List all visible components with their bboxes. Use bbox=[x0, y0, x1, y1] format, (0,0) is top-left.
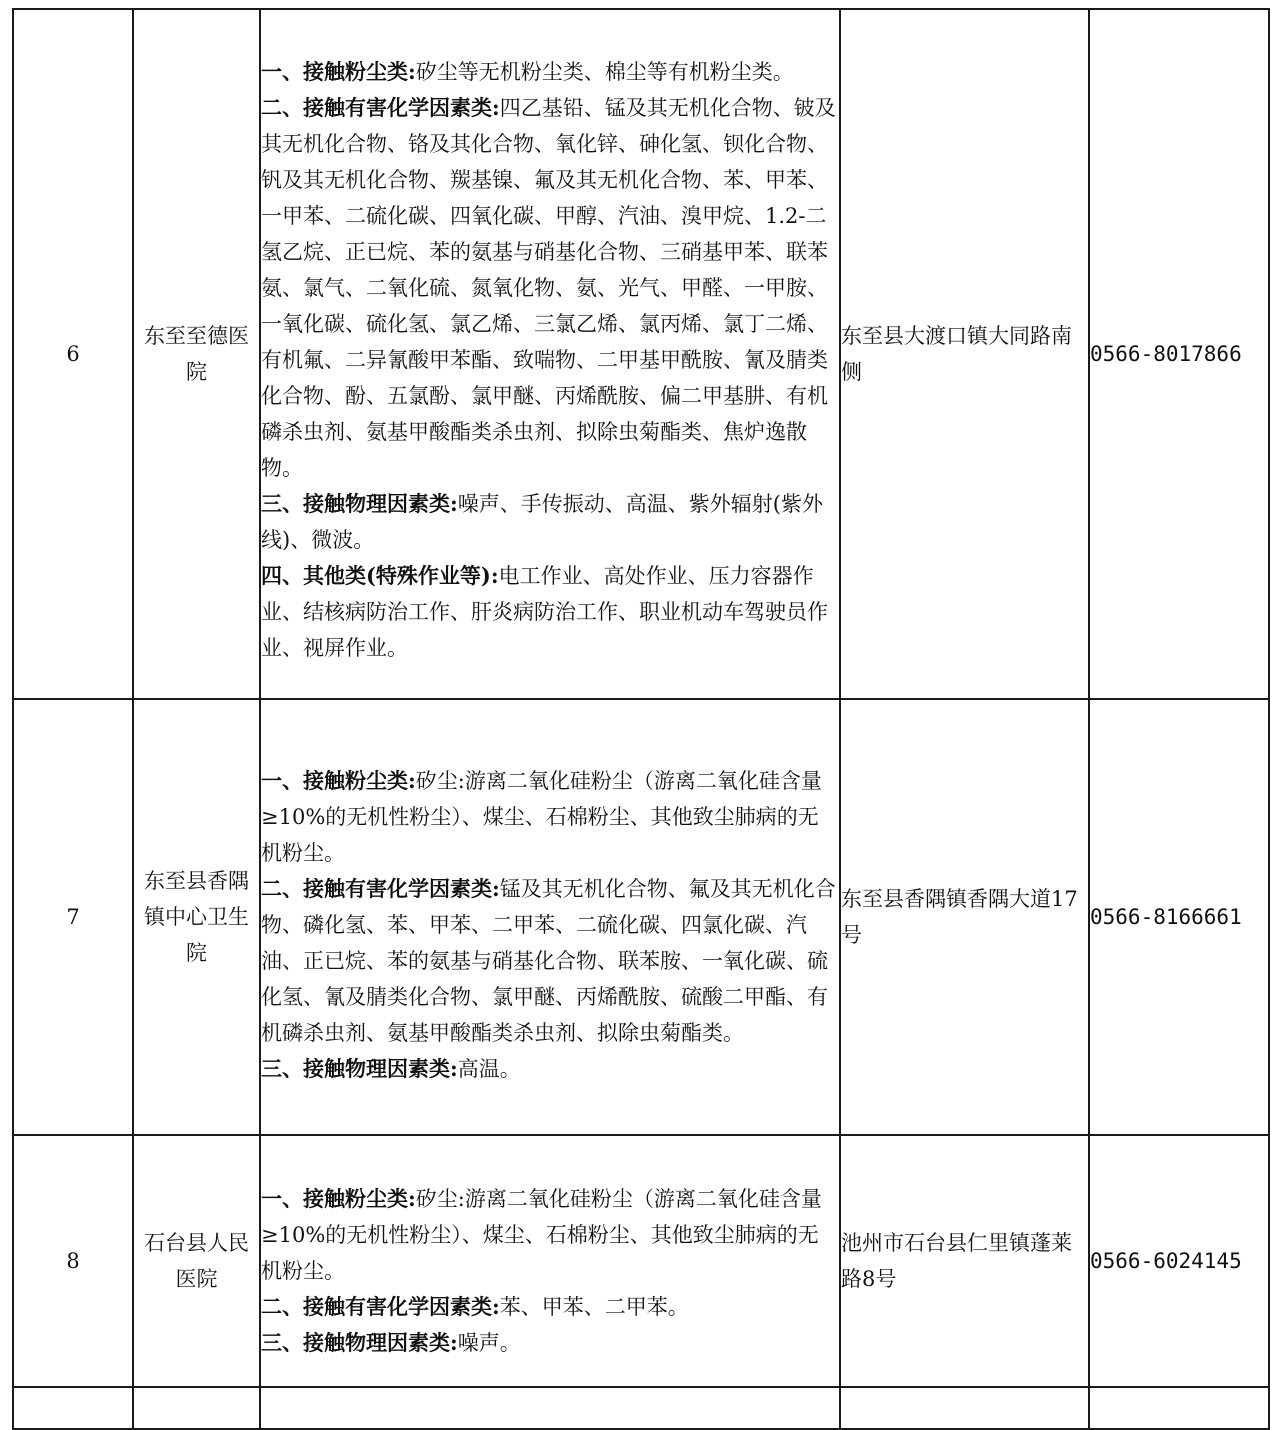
scope-item bbox=[261, 871, 839, 1051]
scope-category-text: 矽尘:游离二氧化硅粉尘（游离二氧化硅含量≥10%的无机性粉尘）、煤尘、石棉粉尘、其他致尘肺病的无机粉尘。 bbox=[261, 1187, 822, 1283]
table-row bbox=[13, 1135, 1269, 1387]
scope-category-label: 一、接触粉尘类: bbox=[261, 1186, 416, 1211]
scope-category-label: 二、接触有害化学因素类: bbox=[261, 1294, 500, 1319]
empty-cell bbox=[260, 1387, 840, 1429]
scope-category-label: 二、接触有害化学因素类: bbox=[261, 876, 500, 901]
hospital-phone: 0566-6024145 bbox=[1089, 1135, 1269, 1387]
scope-item bbox=[261, 1051, 839, 1087]
scope-item bbox=[261, 1325, 839, 1361]
scope-category-text: 噪声、手传振动、高温、紫外辐射(紫外线)、微波。 bbox=[261, 492, 823, 552]
scope-item bbox=[261, 1181, 839, 1289]
scope-category-label: 二、接触有害化学因素类: bbox=[261, 95, 500, 120]
row-number: 7 bbox=[13, 699, 133, 1135]
empty-cell bbox=[13, 1387, 133, 1429]
row-number: 6 bbox=[13, 9, 133, 699]
scope-category-text: 锰及其无机化合物、氟及其无机化合物、磷化氢、苯、甲苯、二甲苯、二硫化碳、四氯化碳、汽油、正已烷、苯的氨基与硝基化合物、联苯胺、一氧化碳、硫化氢、氰及腈类化合物、氯甲醚、丙烯酰胺、硫酸二甲酯、有机磷杀虫剂、氨基甲酸酯类杀虫剂、拟除虫菊酯类。 bbox=[261, 877, 836, 1045]
scope-category-label: 四、其他类(特殊作业等): bbox=[261, 563, 499, 588]
scope-item bbox=[261, 54, 839, 90]
scope-category-text: 矽尘:游离二氧化硅粉尘（游离二氧化硅含量≥10%的无机性粉尘）、煤尘、石棉粉尘、其他致尘肺病的无机粉尘。 bbox=[261, 769, 822, 865]
scope-category-text: 矽尘等无机粉尘类、棉尘等有机粉尘类。 bbox=[415, 60, 794, 84]
scope-category-text: 苯、甲苯、二甲苯。 bbox=[499, 1295, 689, 1319]
table-row bbox=[13, 699, 1269, 1135]
hospital-name: 石台县人民医院 bbox=[133, 1135, 260, 1387]
hospital-phone: 0566-8017866 bbox=[1089, 9, 1269, 699]
hospital-name: 东至至德医院 bbox=[133, 9, 260, 699]
scope-category-label: 三、接触物理因素类: bbox=[261, 1056, 458, 1081]
exam-scope bbox=[260, 9, 840, 699]
hospital-table bbox=[12, 8, 1270, 1430]
hospital-name: 东至县香隅镇中心卫生院 bbox=[133, 699, 260, 1135]
hospital-address: 东至县香隅镇香隅大道17号 bbox=[840, 699, 1089, 1135]
empty-cell bbox=[1089, 1387, 1269, 1429]
row-number: 8 bbox=[13, 1135, 133, 1387]
scope-item bbox=[261, 486, 839, 558]
scope-item bbox=[261, 763, 839, 871]
scope-category-label: 一、接触粉尘类: bbox=[261, 768, 416, 793]
scope-category-label: 三、接触物理因素类: bbox=[261, 1330, 458, 1355]
empty-cell bbox=[840, 1387, 1089, 1429]
scope-category-text: 噪声。 bbox=[457, 1331, 521, 1355]
exam-scope bbox=[260, 1135, 840, 1387]
exam-scope bbox=[260, 699, 840, 1135]
hospital-address: 东至县大渡口镇大同路南侧 bbox=[840, 9, 1089, 699]
scope-item bbox=[261, 558, 839, 666]
empty-cell bbox=[133, 1387, 260, 1429]
scope-category-label: 一、接触粉尘类: bbox=[261, 59, 416, 84]
scope-category-text: 高温。 bbox=[457, 1057, 521, 1081]
hospital-address: 池州市石台县仁里镇蓬莱路8号 bbox=[840, 1135, 1089, 1387]
hospital-phone: 0566-8166661 bbox=[1089, 699, 1269, 1135]
scope-item bbox=[261, 1289, 839, 1325]
scope-category-text: 电工作业、高处作业、压力容器作业、结核病防治工作、肝炎病防治工作、职业机动车驾驶员作业、视屏作业。 bbox=[261, 564, 828, 660]
scope-item bbox=[261, 90, 839, 486]
table-row bbox=[13, 9, 1269, 699]
scope-category-label: 三、接触物理因素类: bbox=[261, 491, 458, 516]
table-row-partial bbox=[13, 1387, 1269, 1429]
scope-category-text: 四乙基铅、锰及其无机化合物、铍及其无机化合物、铬及其化合物、氧化锌、砷化氢、钡化合物、钒及其无机化合物、羰基镍、氟及其无机化合物、苯、甲苯、一甲苯、二硫化碳、四氧化碳、甲醇、汽油、溴甲烷、1.2-二氢乙烷、正已烷、苯的氨基与硝基化合物、三硝基甲苯、联苯氨、氯气、二氧化硫、氮氧化物、氨、光气、甲醛、一甲胺、一氧化碳、硫化氢、氯乙烯、三氯乙烯、氯丙烯、氯丁二烯、有机氟、二异氰酸甲苯酯、致喘物、二甲基甲酰胺、氰及腈类化合物、酚、五氯酚、氯甲醚、丙烯酰胺、偏二甲基肼、有机磷杀虫剂、氨基甲酸酯类杀虫剂、拟除虫菊酯类、焦炉逸散物。 bbox=[261, 96, 836, 480]
